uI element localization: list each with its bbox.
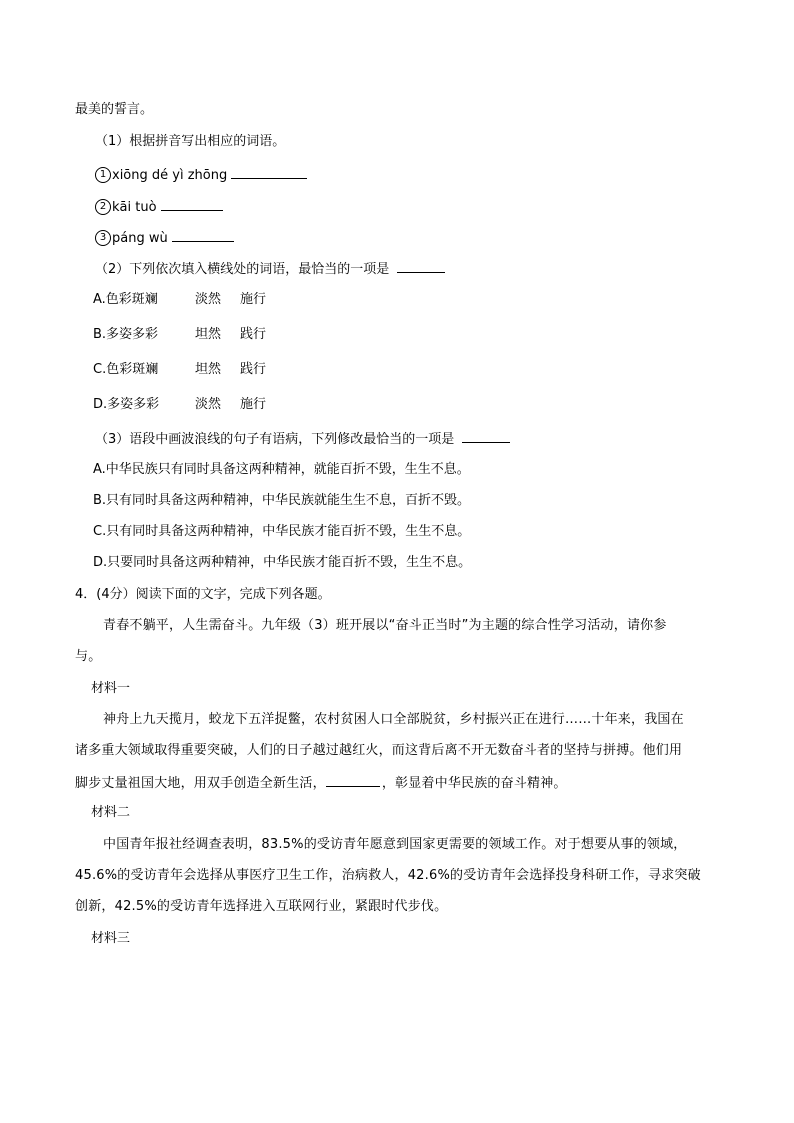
pinyin-text: xiōng dé yì zhōng [112,168,228,183]
q3-option-d: D.只要同时具备这两种精神，中华民族才能百折不毁，生生不息。 [93,555,472,570]
answer-blank[interactable] [462,429,510,443]
intro-line-2: 与。 [75,649,102,664]
option-word: 施行 [240,292,267,307]
answer-blank[interactable] [161,197,223,211]
pinyin-text: kāi tuò [112,200,157,215]
option-word: 淡然 [195,292,222,307]
q1-item-2 [95,197,223,217]
option-word: 施行 [240,397,267,412]
text-segment: ，彰显着中华民族的奋斗精神。 [381,776,567,791]
question-text: （2）下列依次填入横线处的词语，最恰当的一项是 [95,262,390,277]
material-1-line-2: 诸多重大领域取得重要突破，人们的日子越过越红火，而这背后离不开无数奋斗者的坚持与拼搏。他们用 [75,743,683,758]
question-text: （3）语段中画波浪线的句子有语病，下列修改最恰当的一项是 [95,432,455,447]
option-word: 淡然 [195,397,222,412]
material-2-label: 材料二 [91,805,131,820]
q1-item-3 [95,228,234,248]
text-segment: 脚步丈量祖国大地，用双手创造全新生活， [75,776,326,791]
material-2-line-1: 中国青年报社经调查表明，83.5%的受访青年愿意到国家更需要的领域工作。对于想要从事的领域， [103,837,687,852]
answer-blank[interactable] [172,228,234,242]
option-word: 坦然 [195,327,222,342]
q1-item-1 [95,165,307,185]
option-word: 坦然 [195,362,222,377]
answer-blank[interactable] [326,773,380,787]
answer-blank[interactable] [231,165,307,179]
circled-number: 1 [95,167,111,183]
option-word: 践行 [240,327,267,342]
answer-blank[interactable] [397,259,445,273]
question-2-title [95,259,445,279]
material-1-line-3 [75,773,567,793]
circled-number: 3 [95,230,111,246]
material-3-label: 材料三 [91,931,131,946]
question-4-title: 4．(4分）阅读下面的文字，完成下列各题。 [75,587,331,602]
q2-option-b [93,326,353,344]
q3-option-a: A.中华民族只有同时具备这两种精神，就能百折不毁，生生不息。 [93,462,470,477]
q2-option-d [93,396,353,414]
circled-number: 2 [95,199,111,215]
question-1-title: （1）根据拼音写出相应的词语。 [95,134,286,149]
material-2-line-2: 45.6%的受访青年会选择从事医疗卫生工作，治病救人，42.6%的受访青年会选择投身科研工作，寻求突破 [75,868,701,883]
option-label: D.多姿多彩 [93,397,160,412]
option-label: C.色彩斑斓 [93,362,159,377]
pinyin-text: páng wù [112,231,168,246]
intro-line-1: 青春不躺平，人生需奋斗。九年级（3）班开展以“奋斗正当时”为主题的综合性学习活动，请你参 [103,618,667,633]
option-label: B.多姿多彩 [93,327,159,342]
option-word: 践行 [240,362,267,377]
text-line: 最美的誓言。 [75,102,154,117]
question-3-title [95,429,510,449]
material-2-line-3: 创新，42.5%的受访青年选择进入互联网行业，紧跟时代步伐。 [75,899,448,914]
q2-option-c [93,361,353,379]
material-1-label: 材料一 [91,681,131,696]
material-1-line-1: 神舟上九天揽月，蛟龙下五洋捉鳖，农村贫困人口全部脱贫，乡村振兴正在进行……十年来，我国在 [103,712,684,727]
q3-option-b: B.只有同时具备这两种精神，中华民族就能生生不息，百折不毁。 [93,493,471,508]
option-label: A.色彩斑斓 [93,292,158,307]
q3-option-c: C.只有同时具备这两种精神，中华民族才能百折不毁，生生不息。 [93,524,471,539]
q2-option-a [93,291,353,309]
